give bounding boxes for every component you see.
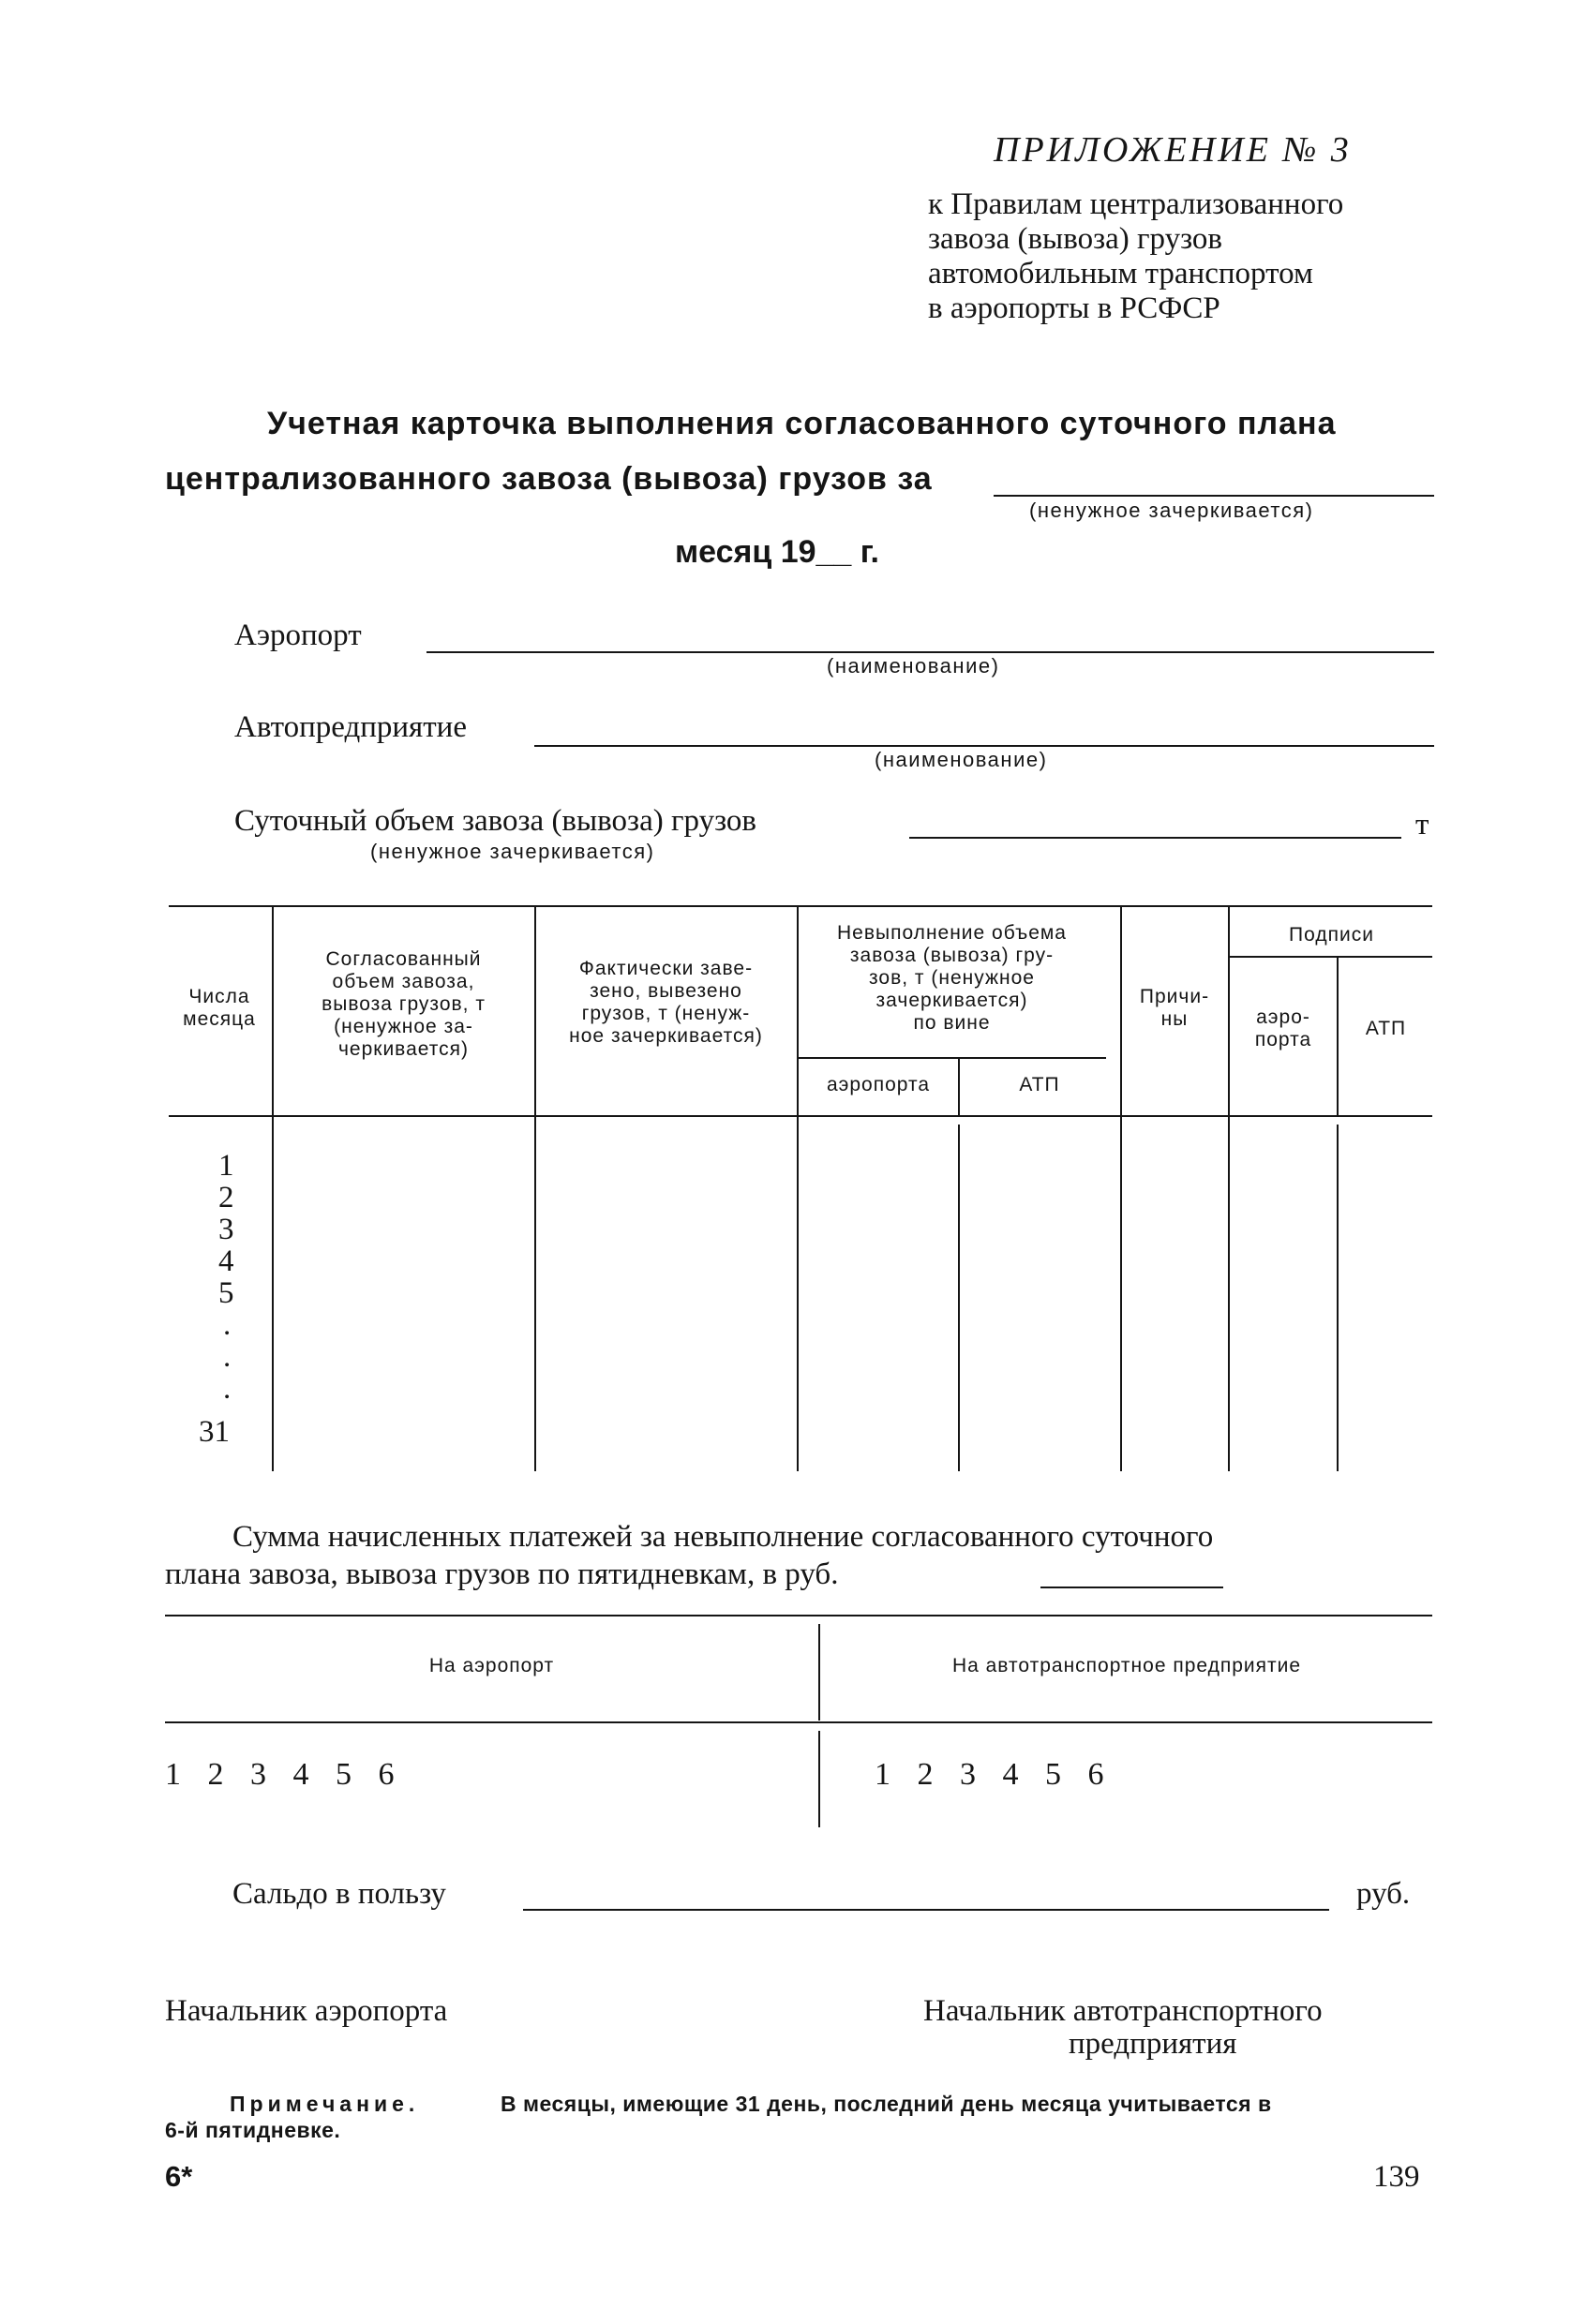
signature-mark: 6* [165,2160,193,2193]
volume-label: Суточный объем завоза (вывоза) грузов [234,804,756,838]
day-number: 2 [218,1181,234,1214]
enterprise-input-line[interactable] [534,745,1434,747]
table-header-border [169,1115,1432,1117]
signature-enterprise-head: Начальник автотранспортного [923,1994,1323,2028]
footnote-text-2: 6-й пятидневке. [165,2118,341,2142]
header-days: Числа месяца [183,986,256,1030]
header-fail-atp: АТП [1019,1074,1060,1095]
day-number: 1 [218,1149,234,1183]
col-divider-sig-sub [1337,956,1339,1115]
footnote-text: В месяцы, имеющие 31 день, последний день месяца учитывается в [501,2092,1272,2116]
day-number: 3 [218,1213,234,1246]
balance-unit: руб. [1356,1877,1411,1911]
airport-input-line[interactable] [426,651,1434,653]
day-number: 31 [199,1415,230,1449]
col-divider-4 [1120,905,1122,1471]
payments-top-border [165,1615,1432,1616]
header-reasons: Причи- ны [1139,986,1210,1030]
airport-periods: 1 2 3 4 5 6 [165,1757,404,1792]
enterprise-note: (наименование) [875,748,1048,771]
appendix-subtitle [928,187,1343,326]
header-sig-atp: АТП [1365,1018,1407,1039]
document-title-line-3: месяц 19__ г. [675,534,879,570]
payments-amount-line[interactable] [1040,1587,1223,1588]
volume-unit: т [1415,808,1429,842]
header-actual: Фактически заве- зено, вывезено грузов, т (ненуж- ное зачеркивается) [569,958,763,1047]
appendix-line: автомобильным транспортом [928,257,1313,290]
balance-input-line[interactable] [523,1909,1329,1911]
col-divider-2 [534,905,536,1471]
payments-divider-top [818,1624,820,1721]
volume-note: (ненужное зачеркивается) [370,840,655,863]
appendix-title: ПРИЛОЖЕНИЕ № 3 [994,130,1352,170]
day-number: 4 [218,1244,234,1278]
balance-label: Сальдо в пользу [232,1877,446,1911]
airport-label: Аэропорт [234,618,362,652]
payments-col-airport: На аэропорт [428,1655,555,1676]
payments-header-border [165,1721,1432,1723]
fail-divider [797,1057,1106,1059]
day-dot: . [223,1308,232,1342]
document-title-line-1: Учетная карточка выполнения согласованного суточного плана [267,406,1337,441]
volume-input-line[interactable] [909,837,1401,839]
col-divider-fail-sub-body [958,1125,960,1471]
payments-col-enterprise: На автотранспортное предприятие [951,1655,1302,1676]
day-dot: . [223,1340,232,1374]
footnote-prefix: Примечание. [230,2092,420,2116]
header-fail: Невыполнение объема завоза (вывоза) гру- зов, т (ненужное зачеркивается) по вине [837,922,1067,1034]
payments-divider-bottom [818,1731,820,1827]
appendix-line: в аэропорты в РСФСР [928,291,1220,325]
period-blank-line[interactable] [994,495,1434,497]
header-agreed: Согласованный объем завоза, вывоза грузов, т (ненужное за- черкивается) [322,948,486,1060]
col-divider-1 [272,905,274,1471]
header-signatures: Подписи [1289,924,1374,946]
col-divider-5 [1228,905,1230,1471]
col-divider-3 [797,905,799,1471]
header-fail-airport: аэропорта [826,1074,931,1095]
enterprise-periods: 1 2 3 4 5 6 [875,1757,1114,1792]
day-dot: . [223,1372,232,1406]
enterprise-label: Автопредприятие [234,710,467,744]
col-divider-sig-sub-body [1337,1125,1339,1471]
period-note: (ненужное зачеркивается) [1029,499,1314,522]
appendix-line: завоза (вывоза) грузов [928,222,1223,256]
day-number: 5 [218,1276,234,1310]
col-divider-fail-sub [958,1057,960,1115]
airport-note: (наименование) [827,654,1000,678]
document-title-line-2: централизованного завоза (вывоза) грузов за [165,461,933,497]
table-top-border [169,905,1432,907]
signature-enterprise-head-line2: предприятия [1069,2027,1237,2061]
payments-text: Сумма начисленных платежей за невыполнение согласованного суточного плана завоза, вывоза грузов по пятидневкам, в руб. [165,1520,1214,1591]
page-number: 139 [1373,2160,1420,2194]
appendix-line: к Правилам централизованного [928,187,1344,221]
signature-airport-head: Начальник аэропорта [165,1994,448,2028]
signatures-divider [1228,956,1432,958]
header-sig-airport: аэро- порта [1254,1006,1312,1050]
